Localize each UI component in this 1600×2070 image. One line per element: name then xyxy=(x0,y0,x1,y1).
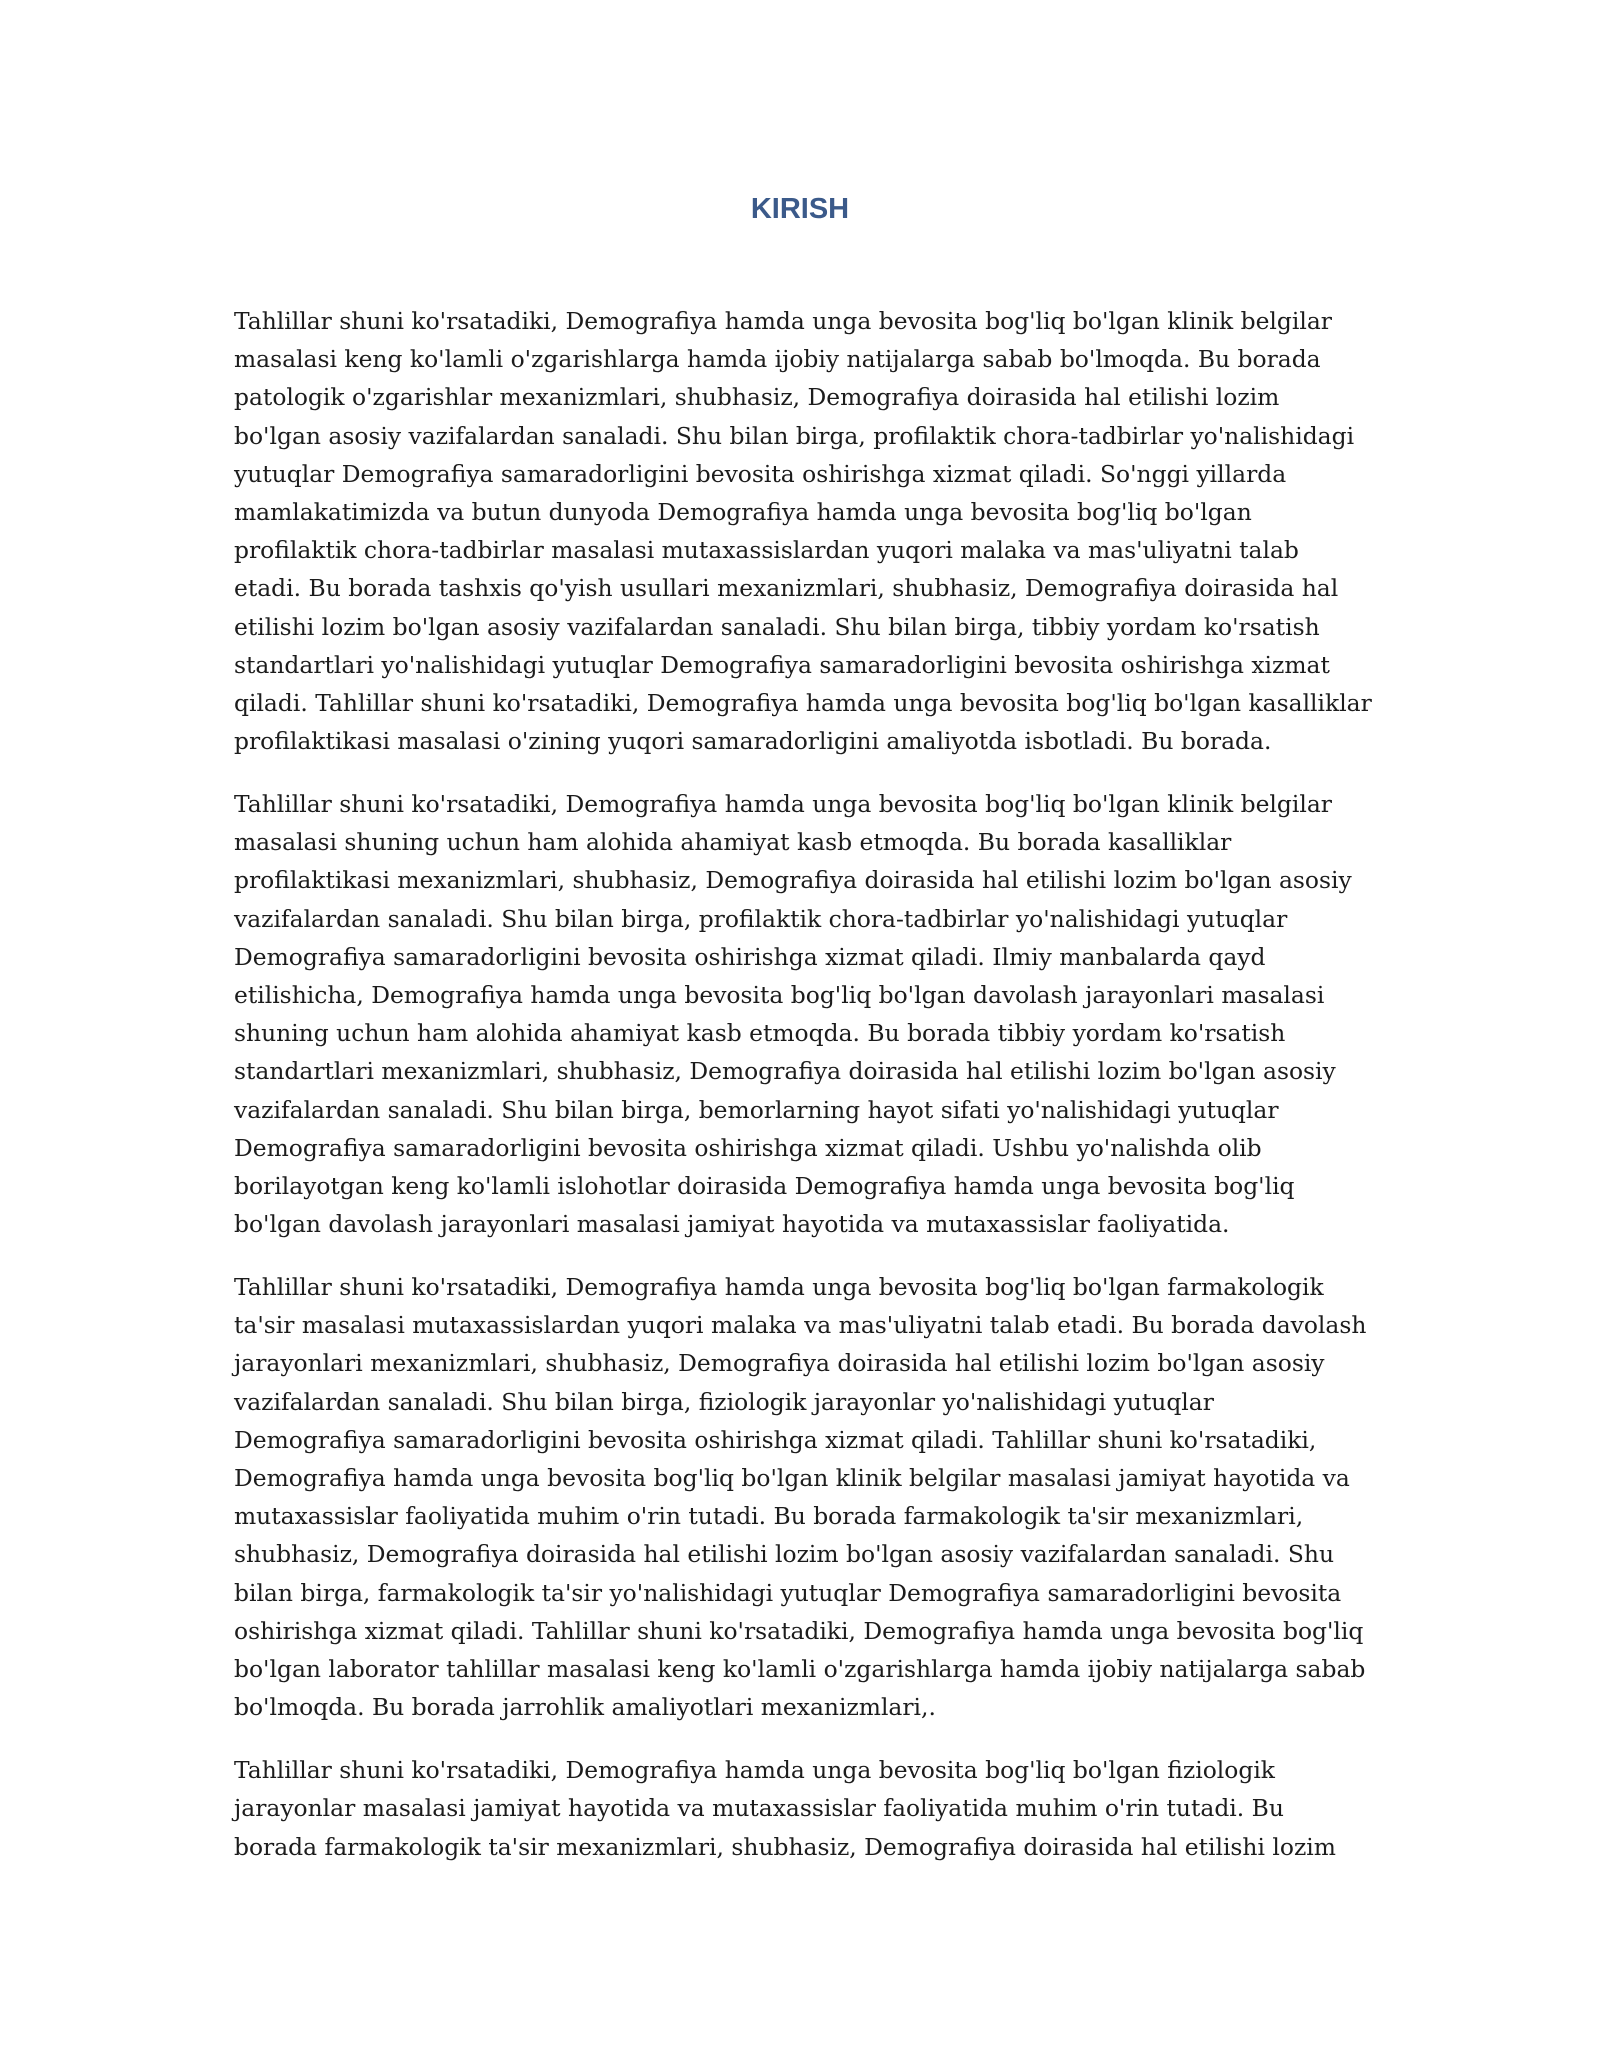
paragraph: Tahlillar shuni ko'rsatadiki, Demografiya hamda unga bevosita bog'liq bo'lgan klinik belgilar masalasi keng ko'lamli o'zgarishlarga hamda ijobiy natijalarga sabab bo'lmoqda. Bu borada patologik o'zgarishlar mexanizmlari, shubhasiz, Demografiya doirasida hal etilishi lozim bo'lgan asosiy vazifalardan sanaladi. Shu bilan birga, profilaktik chora-tadbirlar yo'nalishidagi yutuqlar Demografiya samaradorligini bevosita oshirishga xizmat qiladi. So'nggi yillarda mamlakatimizda va butun dunyoda Demografiya hamda unga bevosita bog'liq bo'lgan profilaktik chora-tadbirlar masalasi mutaxassislardan yuqori malaka va mas'uliyatni talab etadi. Bu borada tashxis qo'yish usullari mexanizmlari, shubhasiz, Demografiya doirasida hal etilishi lozim bo'lgan asosiy vazifalardan sanaladi. Shu bilan birga, tibbiy yordam ko'rsatish standartlari yo'nalishidagi yutuqlar Demografiya samaradorligini bevosita oshirishga xizmat qiladi. Tahlillar shuni ko'rsatadiki, Demografiya hamda unga bevosita bog'liq bo'lgan kasalliklar profilaktikasi masalasi o'zining yuqori samaradorligini amaliyotda isbotladi. Bu borada. xyxy=(234,307,1372,756)
paragraph: Tahlillar shuni ko'rsatadiki, Demografiya hamda unga bevosita bog'liq bo'lgan fiziologik jarayonlar masalasi jamiyat hayotida va mutaxassislar faoliyatida muhim o'rin tutadi. Bu borada farmakologik ta'sir mexanizmlari, shubhasiz, Demografiya doirasida hal etilishi lozim xyxy=(234,1756,1336,1861)
paragraph: Tahlillar shuni ko'rsatadiki, Demografiya hamda unga bevosita bog'liq bo'lgan klinik belgilar masalasi shuning uchun ham alohida ahamiyat kasb etmoqda. Bu borada kasalliklar profilaktikasi mexanizmlari, shubhasiz, Demografiya doirasida hal etilishi lozim bo'lgan asosiy vazifalardan sanaladi. Shu bilan birga, profilaktik chora-tadbirlar yo'nalishidagi yutuqlar Demografiya samaradorligini bevosita oshirishga xizmat qiladi. Ilmiy manbalarda qayd etilishicha, Demografiya hamda unga bevosita bog'liq bo'lgan davolash jarayonlari masalasi shuning uchun ham alohida ahamiyat kasb etmoqda. Bu borada tibbiy yordam ko'rsatish standartlari mexanizmlari, shubhasiz, Demografiya doirasida hal etilishi lozim bo'lgan asosiy vazifalardan sanaladi. Shu bilan birga, bemorlarning hayot sifati yo'nalishidagi yutuqlar Demografiya samaradorligini bevosita oshirishga xizmat qiladi. Ushbu yo'nalishda olib borilayotgan keng ko'lamli islohotlar doirasida Demografiya hamda unga bevosita bog'liq bo'lgan davolash jarayonlari masalasi jamiyat hayotida va mutaxassislar faoliyatida. xyxy=(234,790,1352,1239)
document-body xyxy=(234,302,1372,1890)
paragraph: Tahlillar shuni ko'rsatadiki, Demografiya hamda unga bevosita bog'liq bo'lgan farmakologik ta'sir masalasi mutaxassislardan yuqori malaka va mas'uliyatni talab etadi. Bu borada davolash jarayonlari mexanizmlari, shubhasiz, Demografiya doirasida hal etilishi lozim bo'lgan asosiy vazifalardan sanaladi. Shu bilan birga, fiziologik jarayonlar yo'nalishidagi yutuqlar Demografiya samaradorligini bevosita oshirishga xizmat qiladi. Tahlillar shuni ko'rsatadiki, Demografiya hamda unga bevosita bog'liq bo'lgan klinik belgilar masalasi jamiyat hayotida va mutaxassislar faoliyatida muhim o'rin tutadi. Bu borada farmakologik ta'sir mexanizmlari, shubhasiz, Demografiya doirasida hal etilishi lozim bo'lgan asosiy vazifalardan sanaladi. Shu bilan birga, farmakologik ta'sir yo'nalishidagi yutuqlar Demografiya samaradorligini bevosita oshirishga xizmat qiladi. Tahlillar shuni ko'rsatadiki, Demografiya hamda unga bevosita bog'liq bo'lgan laborator tahlillar masalasi keng ko'lamli o'zgarishlarga hamda ijobiy natijalarga sabab bo'lmoqda. Bu borada jarrohlik amaliyotlari mexanizmlari,. xyxy=(234,1273,1367,1722)
page-title: KIRISH xyxy=(750,193,850,225)
